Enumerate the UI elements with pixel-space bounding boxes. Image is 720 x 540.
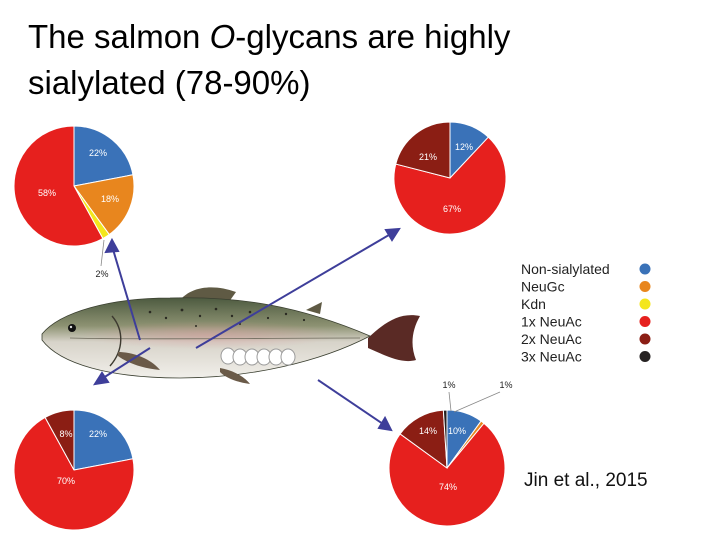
legend-label: 2x NeuAc: [521, 331, 582, 347]
pie-top-right-label-2x-neuac: 21%: [418, 152, 438, 162]
salmon-illustration: [42, 287, 420, 384]
pie-top-left-label-1x-neuac: 58%: [37, 188, 57, 198]
salmon-eye: [68, 324, 76, 332]
legend-swatch: [640, 334, 651, 345]
pie-chart-bottom-right: [389, 380, 513, 526]
legend-swatch: [640, 299, 651, 310]
salmon-eye-highlight: [70, 326, 72, 328]
pie-bottom-left-label-2x-neuac: 8%: [59, 429, 73, 439]
pie-bottom-right-label-non-sialylated: 10%: [447, 426, 467, 436]
legend-item: [521, 296, 651, 312]
salmon-adipose-fin: [306, 302, 322, 314]
legend-swatch: [640, 281, 651, 292]
salmon-pink-band: [80, 321, 340, 349]
pie-bottom-right-label-neugc: 1%: [499, 380, 513, 390]
legend-label: 1x NeuAc: [521, 313, 582, 330]
legend-item: [521, 331, 651, 347]
legend-label: 3x NeuAc: [521, 348, 582, 365]
pie-top-right-label-1x-neuac: 67%: [442, 204, 462, 214]
arrowhead-bottom-right: [379, 418, 391, 430]
pie-bottom-left-label-non-sialylated: 22%: [88, 429, 108, 439]
pie-top-left-leader-line: [101, 240, 104, 266]
arrow-to-bottom-right-pie: [318, 380, 386, 426]
arrowhead-bottom-left: [95, 373, 108, 384]
pie-bottom-right-label-2x-neuac: 14%: [418, 426, 438, 436]
legend-swatch: [640, 264, 651, 275]
legend-item: [521, 279, 651, 295]
title-line-2: sialylated (78-90%): [28, 64, 311, 101]
title-line-1: The salmon O-glycans are highly: [28, 18, 511, 55]
pie-bottom-right-label-1x-neuac: 74%: [438, 482, 458, 492]
arrowhead-top-left: [106, 240, 118, 252]
arrowhead-top-right: [386, 229, 399, 240]
pie-bottom-right-label-3x-neuac: 1%: [442, 380, 456, 390]
legend-label: Non-sialylated: [521, 261, 610, 277]
title-italic-o: O: [209, 18, 236, 55]
legend-item: [521, 261, 651, 277]
legend-swatch: [640, 316, 651, 327]
pie-bottom-right-leader-line-1: [449, 392, 451, 411]
legend-label: NeuGc: [521, 278, 565, 295]
pie-bottom-right-leader-line-2: [454, 392, 500, 412]
pie-top-left-label-non-sialylated: 22%: [88, 148, 108, 158]
pie-top-left-label-kdn: 2%: [95, 269, 109, 279]
legend-label: Kdn: [521, 296, 546, 312]
pie-bottom-left-label-1x-neuac: 70%: [56, 476, 76, 486]
legend-item: [521, 349, 651, 365]
pie-top-right-label-non-sialylated: 12%: [454, 142, 474, 152]
citation: Jin et al., 2015: [524, 470, 648, 491]
legend-swatch: [640, 351, 651, 362]
pie-chart-bottom-left: [14, 410, 134, 530]
pie-top-left-label-neugc: 18%: [100, 194, 120, 204]
legend-item: [521, 314, 651, 330]
legend: [521, 261, 651, 365]
pie-chart-top-right: [394, 122, 506, 234]
salmon-tail-fin: [368, 315, 420, 361]
